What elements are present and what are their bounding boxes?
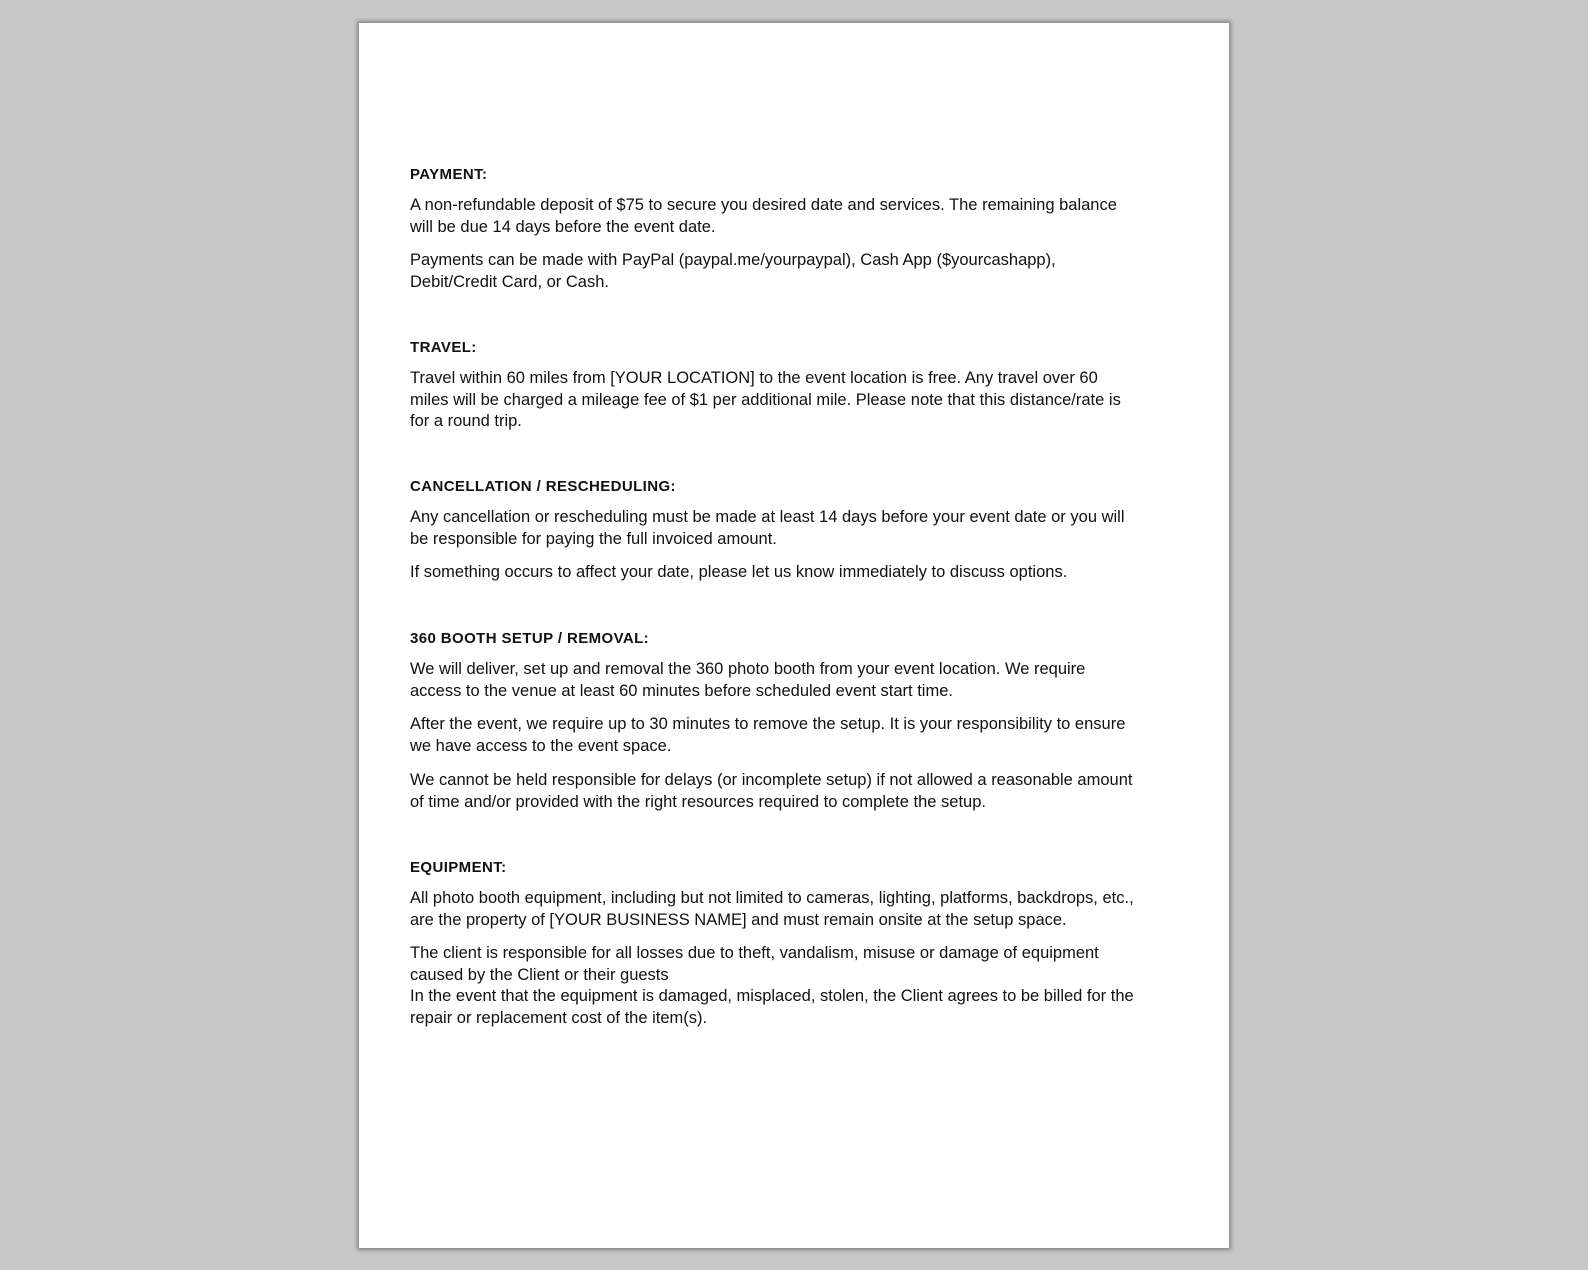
text-line: Travel within 60 miles from [YOUR LOCATION] to the event location is free. Any travel over 60 bbox=[410, 369, 1098, 387]
text-line: for a round trip. bbox=[410, 412, 522, 431]
text-line: of time and/or provided with the right resources required to complete the setup. bbox=[410, 792, 986, 811]
text-line: will be due 14 days before the event date. bbox=[410, 217, 716, 236]
text-line: caused by the Client or their guests bbox=[410, 965, 669, 984]
equipment-property-paragraph bbox=[410, 888, 1185, 931]
section-heading-travel: TRAVEL: bbox=[410, 339, 477, 356]
text-line: be responsible for paying the full invoiced amount. bbox=[410, 529, 777, 548]
booth-setup-paragraph bbox=[410, 659, 1185, 702]
text-line: All photo booth equipment, including but not limited to cameras, lighting, platforms, backdrops, etc., bbox=[410, 889, 1134, 907]
cancellation-note-paragraph bbox=[410, 562, 1185, 584]
text-line: Any cancellation or rescheduling must be made at least 14 days before your event date or you will bbox=[410, 508, 1125, 526]
text-line: miles will be charged a mileage fee of $1 per additional mile. Please note that this distance/rate is bbox=[410, 390, 1121, 409]
booth-liability-paragraph bbox=[410, 770, 1185, 813]
payment-methods-paragraph bbox=[410, 250, 1185, 293]
text-line: A non-refundable deposit of $75 to secure you desired date and services. The remaining balance bbox=[410, 196, 1117, 214]
text-line: access to the venue at least 60 minutes before scheduled event start time. bbox=[410, 681, 953, 700]
section-heading-equipment: EQUIPMENT: bbox=[410, 859, 507, 876]
text-line: If something occurs to affect your date, please let us know immediately to discuss options. bbox=[410, 563, 1068, 581]
text-line: Debit/Credit Card, or Cash. bbox=[410, 272, 609, 291]
equipment-damage-paragraph bbox=[410, 943, 1185, 1030]
cancellation-paragraph bbox=[410, 507, 1185, 550]
text-line: are the property of [YOUR BUSINESS NAME] and must remain onsite at the setup space. bbox=[410, 910, 1067, 929]
text-line: repair or replacement cost of the item(s). bbox=[410, 1009, 708, 1028]
travel-paragraph bbox=[410, 368, 1185, 433]
text-line: After the event, we require up to 30 minutes to remove the setup. It is your responsibility to ensure bbox=[410, 715, 1126, 733]
section-heading-booth-setup: 360 BOOTH SETUP / REMOVAL: bbox=[410, 630, 650, 647]
text-line: Payments can be made with PayPal (paypal.me/yourpaypal), Cash App ($yourcashapp), bbox=[410, 251, 1056, 269]
text-line: We cannot be held responsible for delays (or incomplete setup) if not allowed a reasonable amount bbox=[410, 771, 1133, 789]
text-line: The client is responsible for all losses due to theft, vandalism, misuse or damage of equipment bbox=[410, 944, 1099, 962]
text-line: we have access to the event space. bbox=[410, 736, 672, 755]
text-line: In the event that the equipment is damaged, misplaced, stolen, the Client agrees to be billed for the bbox=[410, 987, 1134, 1006]
section-heading-payment: PAYMENT: bbox=[410, 166, 488, 183]
text-line: We will deliver, set up and removal the 360 photo booth from your event location. We require bbox=[410, 660, 1086, 678]
booth-removal-paragraph bbox=[410, 714, 1185, 757]
payment-deposit-paragraph bbox=[410, 195, 1185, 238]
section-heading-cancellation: CANCELLATION / RESCHEDULING: bbox=[410, 478, 676, 495]
document-page bbox=[359, 23, 1229, 1248]
